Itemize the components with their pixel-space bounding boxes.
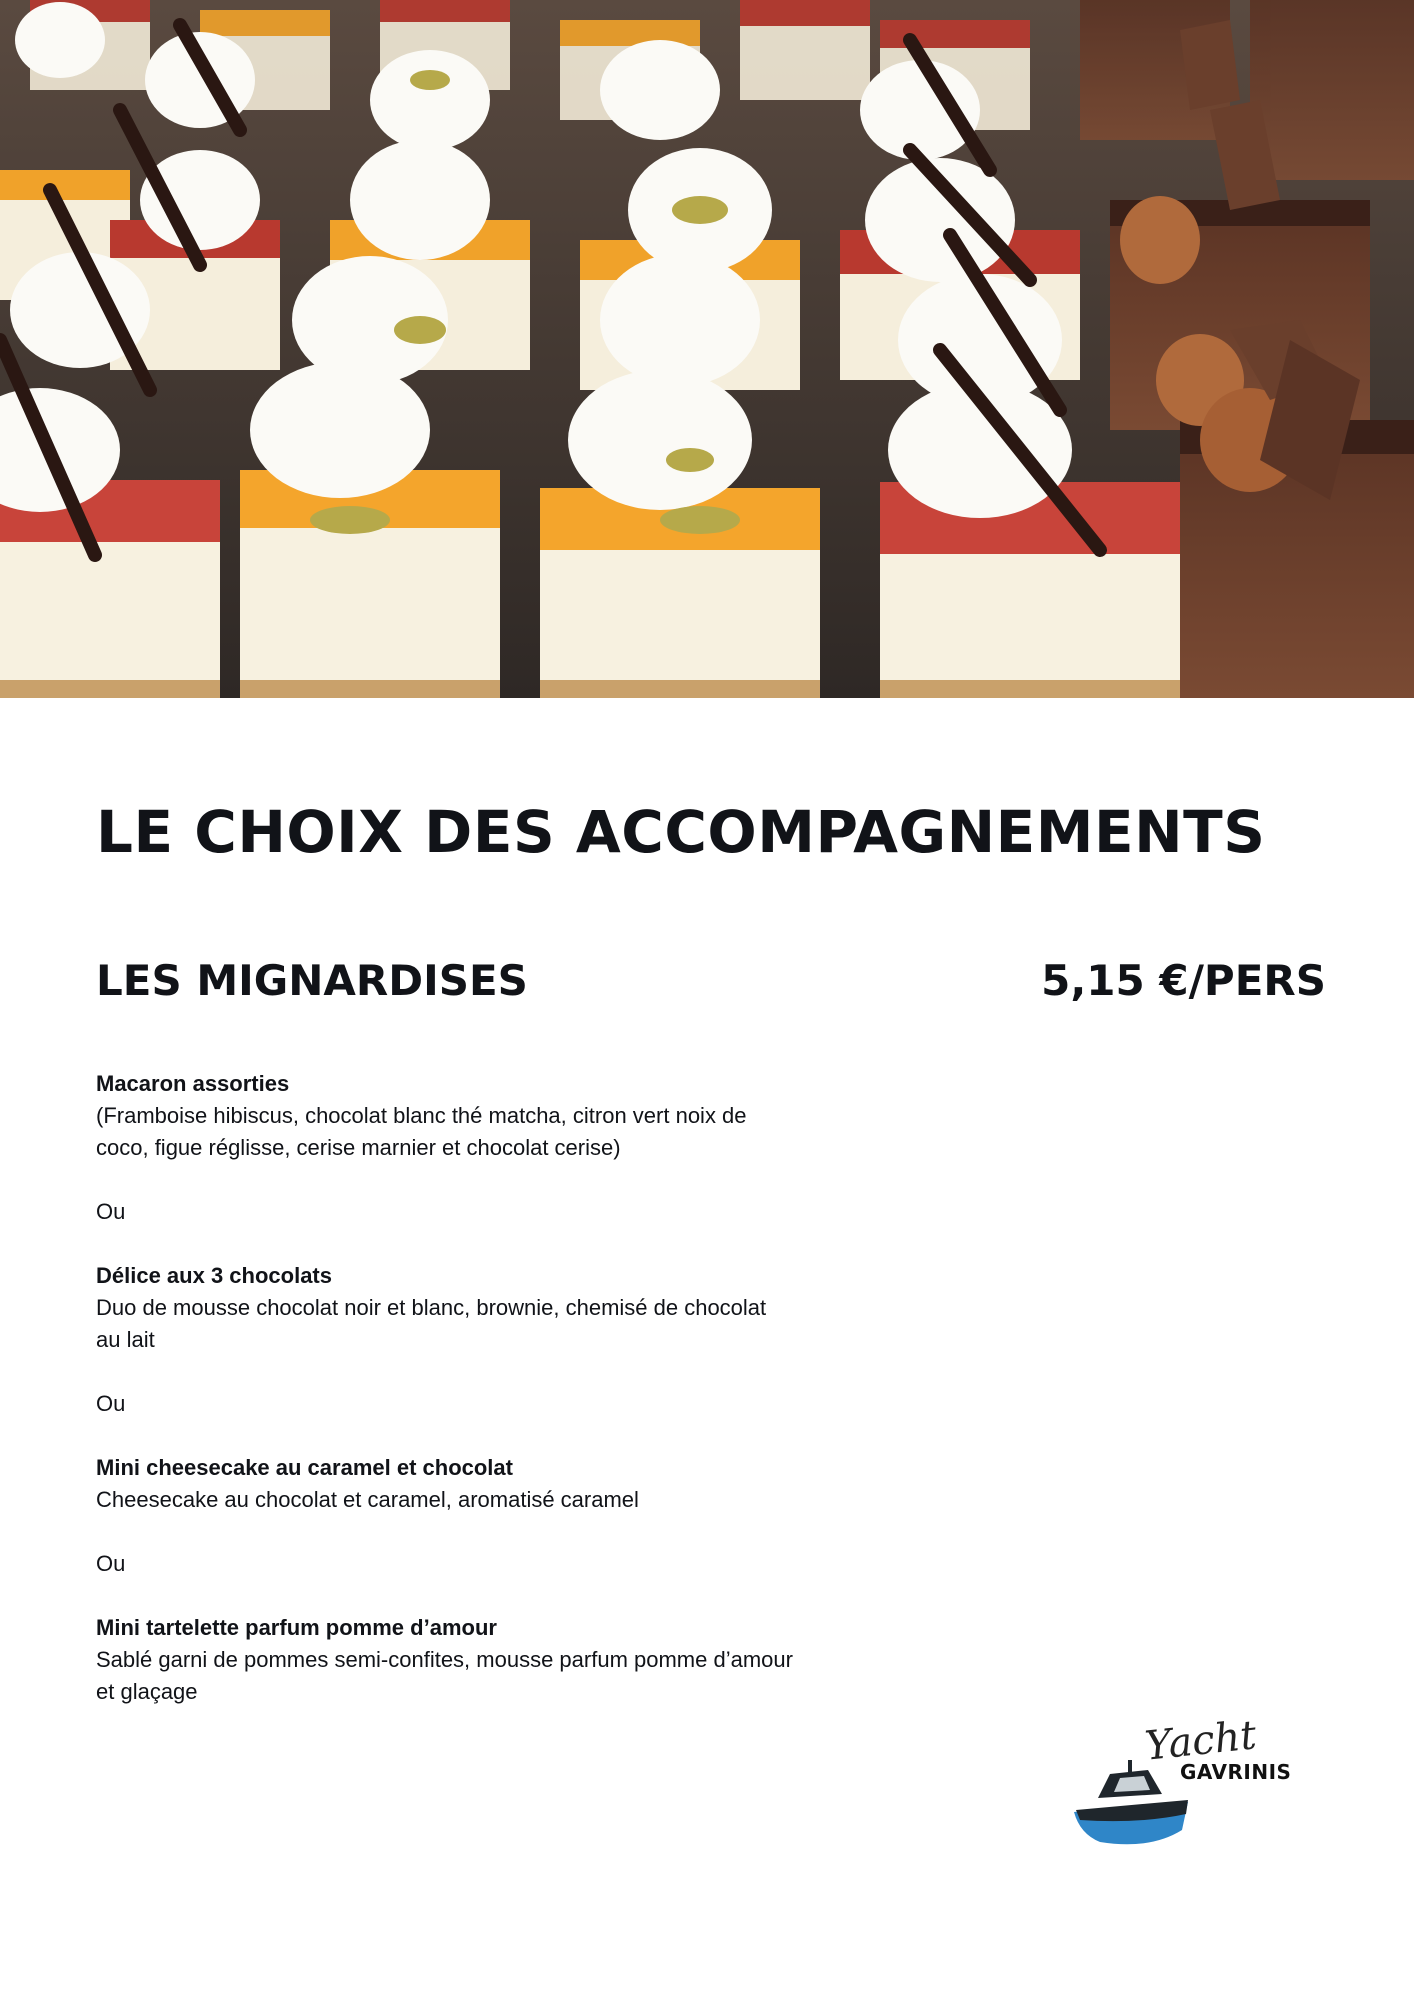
boat-icon: [1070, 1750, 1200, 1860]
hero-photo: [0, 0, 1414, 698]
item-description: Cheesecake au chocolat et caramel, aromatisé caramel: [96, 1487, 639, 1512]
item-description: Duo de mousse chocolat noir et blanc, brownie, chemisé de chocolat au lait: [96, 1295, 767, 1352]
section-title: LES MIGNARDISES: [96, 956, 528, 1005]
list-item: [96, 1452, 796, 1516]
logo-script-text: Yacht: [1142, 1712, 1259, 1770]
item-name: Mini cheesecake au caramel et chocolat: [96, 1455, 513, 1480]
yacht-gavrinis-logo: [1070, 1710, 1290, 1860]
dessert-list: [96, 1068, 796, 1708]
separator-text: Ou: [96, 1551, 126, 1576]
list-item: [96, 1260, 796, 1356]
page-title: LE CHOIX DES ACCOMPAGNEMENTS: [96, 798, 1266, 866]
list-item: [96, 1612, 796, 1708]
section-price: 5,15 €/PERS: [1041, 956, 1326, 1005]
item-description: (Framboise hibiscus, chocolat blanc thé matcha, citron vert noix de coco, figue réglisse, cerise marnier et chocolat cerise): [96, 1103, 747, 1160]
item-name: Délice aux 3 chocolats: [96, 1263, 332, 1288]
separator-text: Ou: [96, 1199, 126, 1224]
separator-text: Ou: [96, 1391, 126, 1416]
section-header: [96, 956, 1326, 1016]
logo-wordmark: GAVRINIS: [1180, 1760, 1292, 1784]
item-name: Macaron assorties: [96, 1071, 290, 1096]
item-description: Sablé garni de pommes semi-confites, mousse parfum pomme d’amour et glaçage: [96, 1647, 793, 1704]
item-name: Mini tartelette parfum pomme d’amour: [96, 1615, 497, 1640]
mini-cakes-illustration: [0, 0, 1414, 698]
list-item: [96, 1068, 796, 1164]
